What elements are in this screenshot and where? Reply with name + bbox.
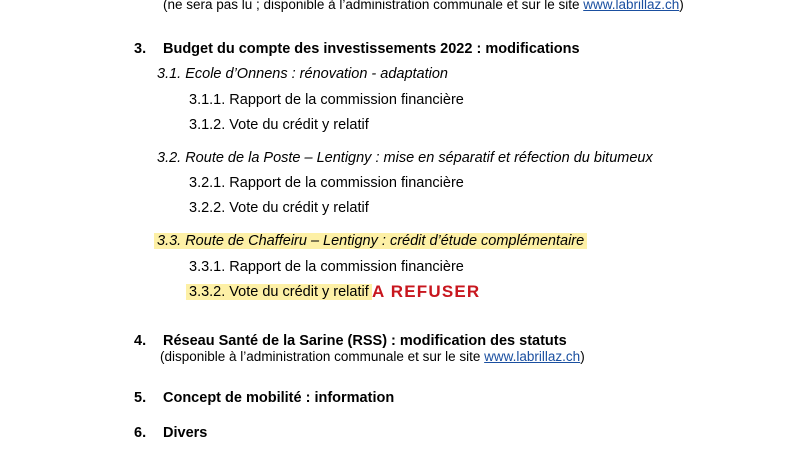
item-title: Concept de mobilité : information xyxy=(163,390,395,406)
sub-item-3-1-1: 3.1.1. Rapport de la commission financière xyxy=(189,92,464,108)
item-number: 5. xyxy=(134,390,147,406)
item-number: 3. xyxy=(134,41,147,57)
sub-item-3-1: 3.1. Ecole d’Onnens : rénovation - adaptation xyxy=(157,66,448,82)
item-number: 4. xyxy=(134,333,147,349)
item-4-availability-note xyxy=(160,348,585,366)
sub-item-3-1-2: 3.1.2. Vote du crédit y relatif xyxy=(189,117,369,133)
agenda-item-6 xyxy=(134,424,207,442)
labrillaz-link[interactable]: www.labrillaz.ch xyxy=(484,349,581,364)
sub-item-3-2-2: 3.2.2. Vote du crédit y relatif xyxy=(189,200,369,216)
item-title: Budget du compte des investissements 2022 : modifications xyxy=(163,41,580,57)
item-title: Divers xyxy=(163,425,208,441)
sub-item-3-3-2-highlighted xyxy=(189,283,372,301)
agenda-item-3 xyxy=(134,40,580,58)
item-number: 6. xyxy=(134,425,147,441)
note-text: (ne sera pas lu ; disponible à l’administration communale et sur le site xyxy=(163,0,584,12)
refuse-annotation: A REFUSER xyxy=(372,282,481,301)
sub-item-3-2: 3.2. Route de la Poste – Lentigny : mise en séparatif et réfection du bitumeux xyxy=(157,150,653,166)
note-text: (disponible à l’administration communale et sur le site xyxy=(160,349,485,364)
sub-item-3-2-1: 3.2.1. Rapport de la commission financière xyxy=(189,175,464,191)
item-title: Réseau Santé de la Sarine (RSS) : modification des statuts xyxy=(163,333,567,349)
sub-item-3-3-highlighted xyxy=(157,232,587,250)
agenda-item-5 xyxy=(134,389,394,407)
sub-item-3-3-1: 3.3.1. Rapport de la commission financière xyxy=(189,259,464,275)
note-suffix: ) xyxy=(580,349,585,364)
sub-item-3-3-2-text: 3.3.2. Vote du crédit y relatif xyxy=(186,284,372,300)
sub-item-3-3-text: 3.3. Route de Chaffeiru – Lentigny : crédit d’étude complémentaire xyxy=(154,233,587,249)
labrillaz-link[interactable]: www.labrillaz.ch xyxy=(583,0,680,12)
top-availability-note xyxy=(163,0,684,14)
note-suffix: ) xyxy=(679,0,684,12)
